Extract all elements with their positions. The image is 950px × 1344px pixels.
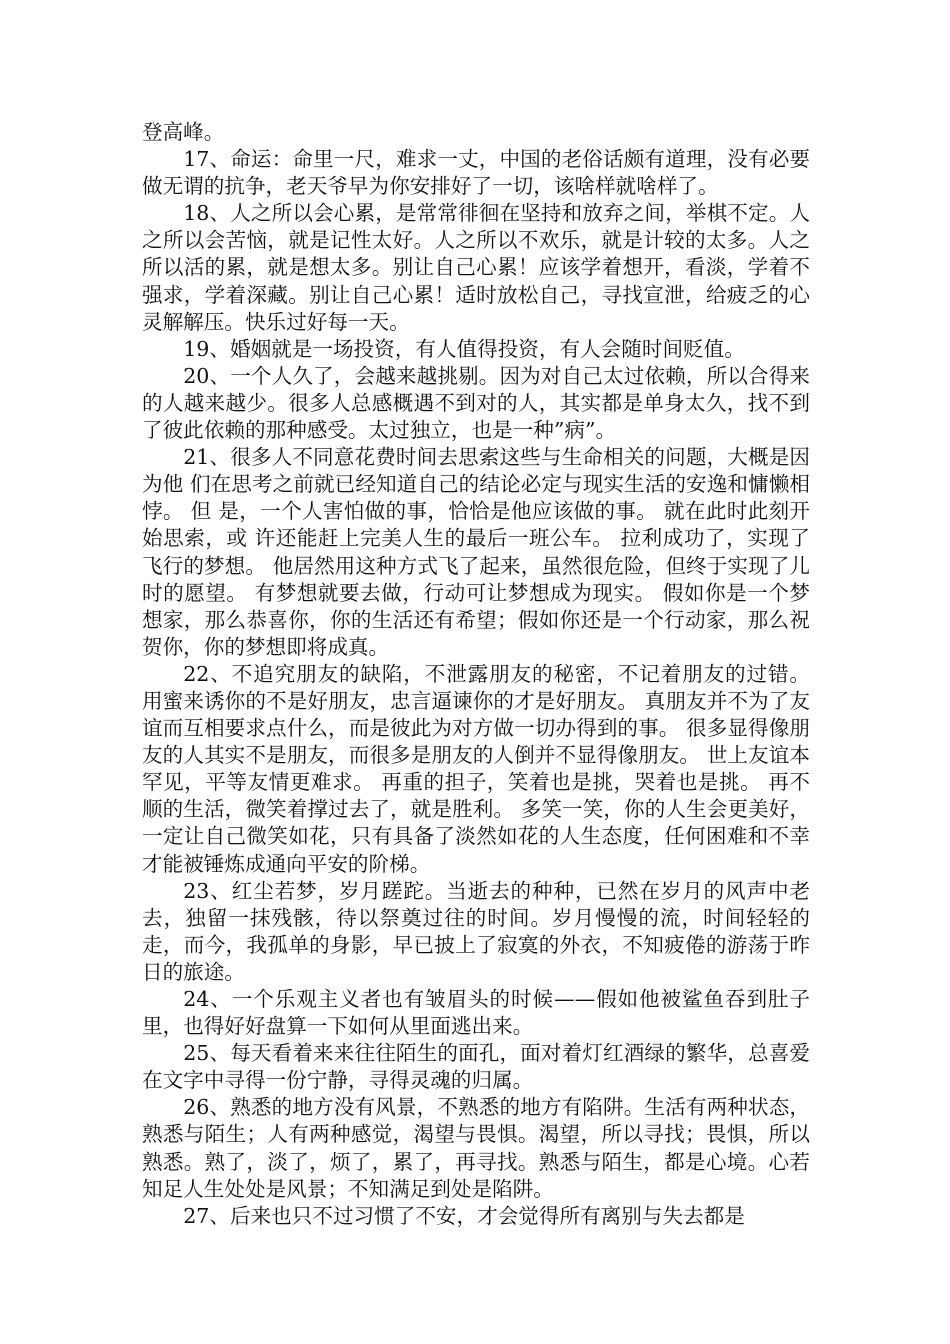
paragraph-20: 20、一个人久了，会越来越挑剔。因为对自己太过依赖，所以合得来的人越来越少。很多人总感概遇不到对的人，其实都是单身太久，找不到了彼此依赖的那种感受。太过独立，也是一种”病”。: [142, 363, 810, 443]
paragraph-19: 19、婚姻就是一场投资，有人值得投资，有人会随时间贬值。: [183, 336, 745, 361]
document-page: [142, 119, 810, 1230]
paragraph-27: 27、后来也只不过习惯了不安，才会觉得所有离别与失去都是: [183, 1203, 745, 1228]
paragraph-24: 24、一个乐观主义者也有皱眉头的时候——假如他被鲨鱼吞到肚子里，也得好好盘算一下如何从里面逃出来。: [142, 987, 810, 1039]
paragraph-17: 17、命运：命里一尺，难求一丈，中国的老俗话颇有道理，没有必要做无谓的抗争，老天爷早为你安排好了一切，该啥样就啥样了。: [142, 147, 810, 199]
paragraph-continuation: 登高峰。: [142, 120, 225, 144]
paragraph-23: 23、红尘若梦，岁月蹉跎。当逝去的种种，已然在岁月的风声中老去，独留一抹残骸，待以祭奠过往的时间。岁月慢慢的流，时间轻轻的走，而今，我孤单的身影，早已披上了寂寞的外衣，不知疲倦的游荡于昨日的旅途。: [142, 878, 810, 984]
paragraph-21: 21、很多人不同意花费时间去思索这些与生命相关的问题，大概是因为他 们在思考之前就已经知道自己的结论必定与现实生活的安逸和慵懒相悖。 但 是，一个人害怕做的事，恰恰是他应该做的事。 就在此时此刻开始思索，或 许还能赶上完美人生的最后一班公车。 拉利成功了，实现了飞行的梦想。 他居然用这种方式飞了起来，虽然很危险，但终于实现了儿时的愿望。 有梦想就要去做，行动可让梦想成为现实。 假如你是一个梦想家，那么恭喜你，你的生活还有希望；假如你还是一个行动家，那么祝贺你，你的梦想即将成真。: [142, 445, 810, 659]
paragraph-26: 26、熟悉的地方没有风景，不熟悉的地方有陷阱。生活有两种状态，熟悉与陌生；人有两种感觉，渴望与畏惧。渴望，所以寻找；畏惧，所以熟悉。熟了，淡了，烦了，累了，再寻找。熟悉与陌生，都是心境。心若知足人生处处是风景；不知满足到处是陷阱。: [142, 1095, 810, 1201]
paragraph-22: 22、不追究朋友的缺陷，不泄露朋友的秘密，不记着朋友的过错。 用蜜来诱你的不是好朋友，忠言逼谏你的才是好朋友。 真朋友并不为了友谊而互相要求点什么，而是彼此为对方做一切办得到的事。 很多显得像朋友的人其实不是朋友，而很多是朋友的人倒并不显得像朋友。 世上友谊本罕见，平等友情更难求。 再重的担子，笑着也是挑，哭着也是挑。 再不顺的生活，微笑着撑过去了，就是胜利。 多笑一笑，你的人生会更美好，一定让自己微笑如花，只有具备了淡然如花的人生态度，任何困难和不幸才能被锤炼成通向平安的阶梯。: [142, 661, 810, 876]
paragraph-18: 18、人之所以会心累，是常常徘徊在坚持和放弃之间，举棋不定。人之所以会苦恼，就是记性太好。人之所以不欢乐，就是计较的太多。人之所以活的累，就是想太多。别让自己心累！应该学着想开，看淡，学着不强求，学着深藏。别让自己心累！适时放松自己，寻找宣泄，给疲乏的心灵解解压。快乐过好每一天。: [142, 201, 810, 334]
paragraph-25: 25、每天看着来来往往陌生的面孔，面对着灯红酒绿的繁华，总喜爱在文字中寻得一份宁静，寻得灵魂的归属。: [142, 1041, 810, 1093]
